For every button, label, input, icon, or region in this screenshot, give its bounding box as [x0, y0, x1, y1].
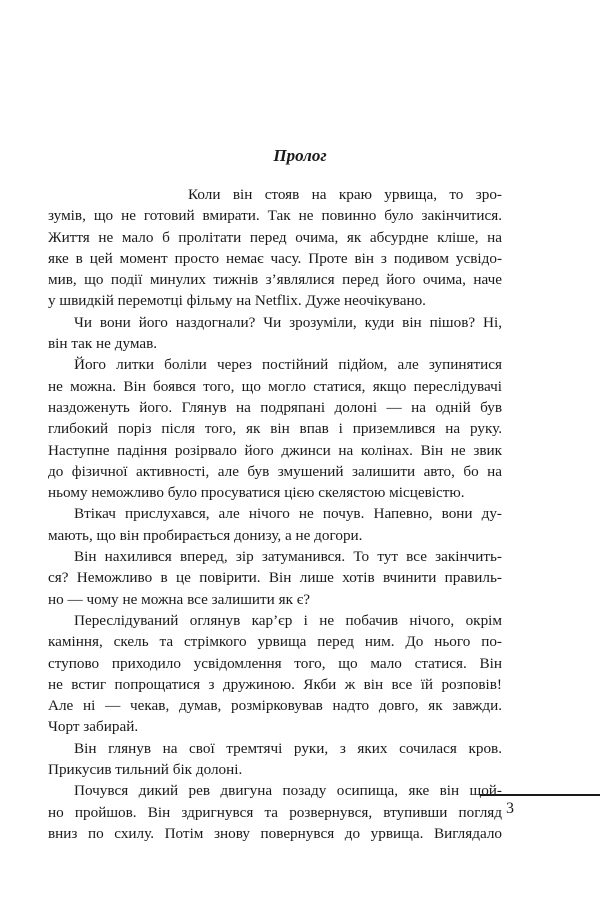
text-line: Втікач прислухався, але нічого не почув. Напевно, вони ду- — [74, 505, 502, 523]
text-line: наздоженуть його. Глянув на подряпані долоні — на одній був — [48, 398, 502, 416]
chapter-title: Пролог — [273, 146, 327, 165]
text-line: но пройшов. Він здригнувся та розвернувся, втупивши погляд — [48, 803, 502, 821]
text-line: ся? Неможливо в це повірити. Він лише хотів вчинити правиль- — [48, 569, 502, 587]
text-line: Чорт забирай. — [48, 718, 139, 736]
text-line: він так не думав. — [48, 335, 158, 353]
text-line: мив, що події минулих тижнів з’являлися перед його очима, наче — [48, 271, 502, 289]
text-line: вниз по схилу. Потім знову повернувся до урвища. Виглядало — [48, 824, 502, 842]
body-text — [48, 184, 502, 844]
text-line: не встиг попрощатися з дружиною. Якби ж він все їй розповів! — [48, 675, 502, 693]
text-line: Наступне падіння розірвало його джинси на колінах. Він не звик — [48, 441, 502, 459]
text-line: Коли він стояв на краю урвища, то зро- — [188, 186, 502, 203]
text-line: до фізичної активності, але був змушений залишити авто, бо на — [48, 462, 502, 480]
text-line: Життя не мало б пролітати перед очима, як абсурдне кліше, на — [48, 228, 502, 246]
text-line: яке в цей момент просто немає часу. Проте він з подивом усвідо- — [48, 249, 502, 267]
text-line: Прикусив тильний бік долоні. — [48, 761, 243, 779]
text-line: Чи вони його наздогнали? Чи зрозуміли, куди він пішов? Ні, — [74, 313, 502, 331]
text-line: Але ні — чекав, думав, розмірковував надто довго, як завжди. — [48, 697, 502, 715]
text-line: у швидкій перемотці фільму на Netflix. Дуже неочікувано. — [48, 292, 426, 310]
text-line: каміння, скель та стрімкого урвища перед ним. До нього по- — [48, 633, 502, 651]
text-line: но — чому не можна все залишити як є? — [48, 590, 311, 608]
text-line: не можна. Він боявся того, що могло статися, якщо переслідувачі — [48, 377, 502, 395]
text-line: ньому неможливо було просуватися цією скелястою місцевістю. — [48, 484, 465, 502]
text-line: ступово приходило усвідомлення того, що мало статися. Він — [48, 654, 502, 672]
text-line: Переслідуваний оглянув кар’єр і не побачив нічого, окрім — [74, 611, 502, 629]
text-line: Він глянув на свої тремтячі руки, з яких сочилася кров. — [74, 739, 502, 757]
page-number: 3 — [506, 800, 514, 817]
text-line: мають, що він пробирається донизу, а не догори. — [48, 526, 363, 544]
footer-rule — [480, 794, 600, 796]
text-line: Почувся дикий рев двигуна позаду осипища, яке він щой- — [74, 782, 502, 800]
text-line: зумів, що не готовий вмирати. Так не повинно було закінчитися. — [48, 207, 502, 225]
text-line: Його литки боліли через постійний підйом, але зупинятися — [74, 356, 502, 374]
text-line: глибокий поріз після того, як він впав і приземлився на руку. — [48, 420, 502, 438]
text-line: Він нахилився вперед, зір затуманився. То тут все закінчить- — [74, 548, 502, 566]
